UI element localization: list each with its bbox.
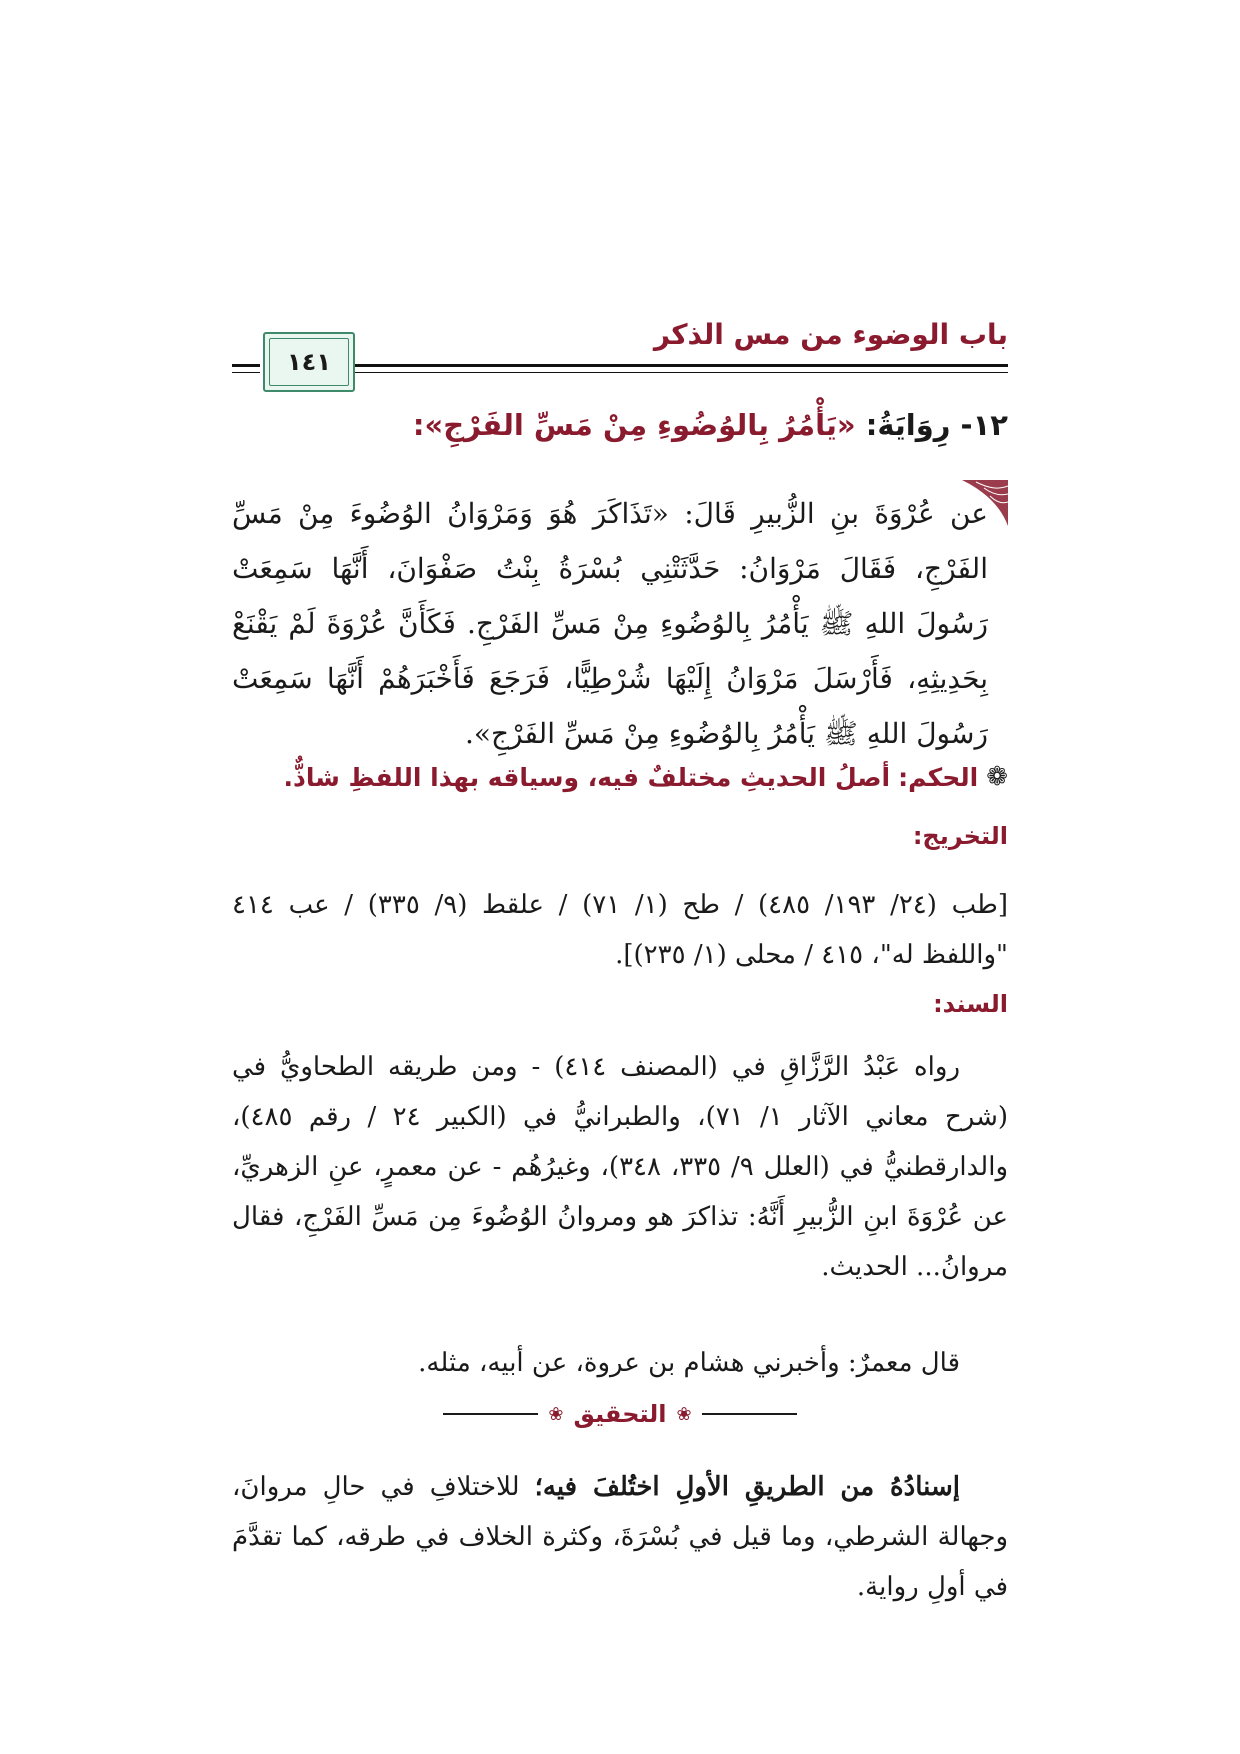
sanad-text: رواه عَبْدُ الرَّزَّاقِ في (المصنف ٤١٤) - ومن طريقه الطحاويُّ في (شرح معاني الآثار ١/ ٧١)، والطبرانيُّ في (الكبير ٢٤ / رقم ٤٨٥)، والدارقطنيُّ في (العلل ٩/ ٣٣٥، ٣٤٨)، وغيرُهُم - عن معمرٍ، عنِ الزهريِّ، عن عُرْوَةَ ابنِ الزُّبيرِ أَنَّهُ: تذاكرَ هو ومروانُ الوُضُوءَ مِن مَسِّ الفَرْجِ، فقال مروانُ... الحديث. (232, 1052, 1009, 1282)
ruling-line (232, 762, 1008, 792)
ruling-text: أصلُ الحديثِ مختلفٌ فيه، وسياقه بهذا اللفظِ شاذٌّ. (283, 762, 891, 792)
ruling-label: الحكم: (898, 762, 979, 792)
running-title: باب الوضوء من مس الذكر (653, 318, 1008, 351)
tahqiq-text: للاختلافِ في حالِ مروانَ، وجهالة الشرطي، وما قيل في بُسْرَةَ، وكثرة الخلاف في طرقه، كما تقدَّمَ في أولِ رواية. (232, 1472, 1008, 1602)
hadith-text: عن عُرْوَةَ بنِ الزُّبيرِ قَالَ: «تَذَاكَرَ هُوَ وَمَرْوَانُ الوُضُوءَ مِنْ مَسِّ الفَرْجِ، فَقَالَ مَرْوَانُ: حَدَّثَتْنِي بُسْرَةُ بِنْتُ صَفْوَانَ، أَنَّهَا سَمِعَتْ رَسُولَ اللهِ ﷺ يَأْمُرُ بِالوُضُوءِ مِنْ مَسِّ الفَرْجِ. فَكَأَنَّ عُرْوَةَ لَمْ يَقْنَعْ بِحَدِيثِهِ، فَأَرْسَلَ مَرْوَانُ إِلَيْهَا شُرْطِيًّا، فَرَجَعَ فَأَخْبَرَهُمْ أَنَّهَا سَمِعَتْ رَسُولَ اللهِ ﷺ يَأْمُرُ بِالوُضُوءِ مِنْ مَسِّ الفَرْجِ». (232, 497, 988, 750)
takhrij-label: التخريج: (912, 822, 1008, 850)
page-number: ١٤١ (287, 348, 331, 376)
header-rule-left (232, 364, 260, 367)
riwaya-number: ١٢- رِوَايَةُ: (865, 408, 1008, 442)
knot-ornament-icon: ❀ (548, 1403, 564, 1425)
tahqiq-label: التحقيق (573, 1400, 667, 1428)
takhrij-text: [طب (٢٤/ ١٩٣/ ٤٨٥) / طح (١/ ٧١) / علقط (٩/ ٣٣٥) / عب ٤١٤ "واللفظ له"، ٤١٥ / محلى (١/ ٢٣٥)]. (232, 890, 1008, 970)
tahqiq-paragraph (232, 1462, 1008, 1612)
header-rule-thin (355, 372, 1008, 373)
divider-line (443, 1413, 538, 1415)
header-rule-left-thin (232, 372, 260, 373)
riwaya-heading (232, 408, 1008, 442)
sanad-label: السند: (933, 990, 1008, 1018)
divider-line (702, 1413, 797, 1415)
sanad-note: قال معمرٌ: وأخبرني هشام بن عروة، عن أبيه، مثله. (418, 1348, 960, 1378)
header-rule (355, 364, 1008, 367)
page-number-badge (263, 332, 355, 392)
tahqiq-lead: إسنادُهُ من الطريقِ الأولِ اختُلفَ فيه؛ (534, 1472, 960, 1502)
tahqiq-divider (0, 1400, 1240, 1428)
knot-ornament-icon: ❀ (676, 1403, 692, 1425)
flower-icon: ❁ (986, 762, 1008, 792)
riwaya-title: «يَأْمُرُ بِالوُضُوءِ مِنْ مَسِّ الفَرْجِ»: (412, 408, 856, 442)
